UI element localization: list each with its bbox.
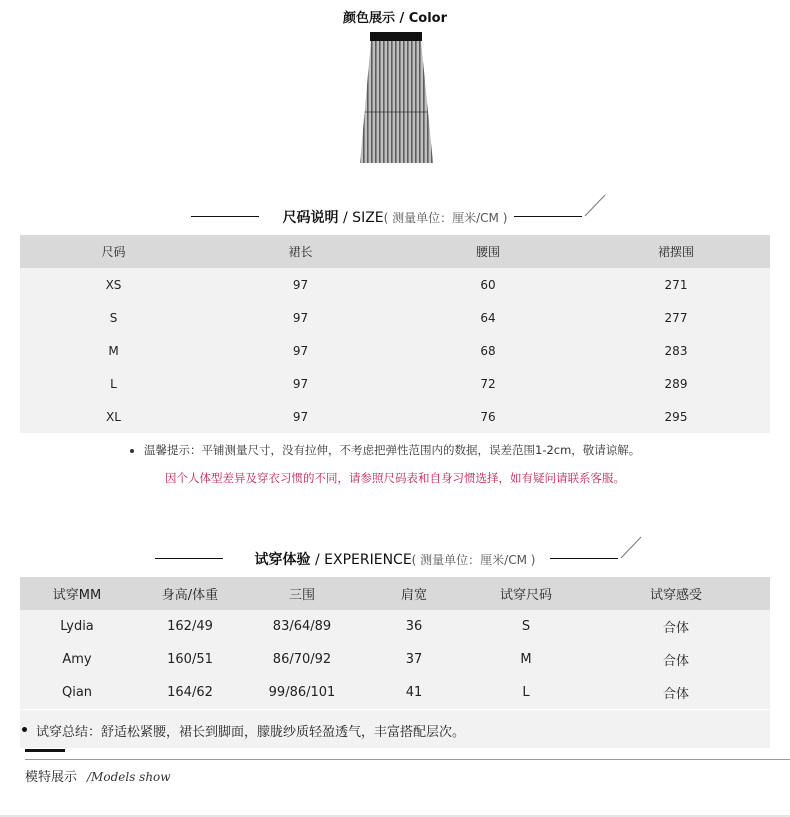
measurements-cell: 86/70/92 bbox=[246, 643, 358, 676]
feeling-cell: 合体 bbox=[582, 643, 770, 676]
models-accent-bar bbox=[25, 749, 65, 752]
length-cell: 97 bbox=[207, 268, 394, 301]
exp-col-feeling: 试穿感受 bbox=[582, 577, 770, 610]
hem-cell: 295 bbox=[582, 400, 770, 433]
table-row bbox=[20, 367, 770, 400]
size-col-hem: 裙摆围 bbox=[582, 235, 770, 268]
size-col-length: 裙长 bbox=[207, 235, 394, 268]
exp-heading-slash-icon bbox=[619, 535, 645, 561]
size-table bbox=[20, 235, 770, 433]
feeling-cell: 合体 bbox=[582, 676, 770, 709]
size-col-size: 尺码 bbox=[20, 235, 207, 268]
length-cell: 97 bbox=[207, 400, 394, 433]
trial-size-cell: L bbox=[470, 676, 582, 709]
table-row bbox=[20, 643, 770, 676]
skirt-color-swatch[interactable] bbox=[355, 32, 437, 167]
waist-cell: 72 bbox=[394, 367, 582, 400]
experience-section-heading bbox=[0, 549, 790, 569]
waist-cell: 68 bbox=[394, 334, 582, 367]
model-cell: Lydia bbox=[20, 610, 134, 643]
size-section-heading bbox=[0, 207, 790, 227]
size-cell: M bbox=[20, 334, 207, 367]
shoulder-cell: 41 bbox=[358, 676, 470, 709]
height-weight-cell: 162/49 bbox=[134, 610, 246, 643]
table-row bbox=[20, 301, 770, 334]
table-row bbox=[20, 400, 770, 433]
length-cell: 97 bbox=[207, 334, 394, 367]
exp-col-trial-size: 试穿尺码 bbox=[470, 577, 582, 610]
hem-cell: 289 bbox=[582, 367, 770, 400]
size-note bbox=[130, 442, 640, 458]
height-weight-cell: 160/51 bbox=[134, 643, 246, 676]
table-row bbox=[20, 676, 770, 709]
models-title-cn: 模特展示 bbox=[25, 770, 78, 785]
trial-size-cell: M bbox=[470, 643, 582, 676]
experience-summary bbox=[20, 710, 770, 748]
exp-heading-right-rule bbox=[550, 558, 618, 559]
model-cell: Qian bbox=[20, 676, 134, 709]
size-cell: S bbox=[20, 301, 207, 334]
exp-col-height-weight: 身高/体重 bbox=[134, 577, 246, 610]
size-heading-rest: / SIZE bbox=[338, 210, 384, 226]
size-cell: XL bbox=[20, 400, 207, 433]
shoulder-cell: 36 bbox=[358, 610, 470, 643]
hem-cell: 277 bbox=[582, 301, 770, 334]
hem-cell: 283 bbox=[582, 334, 770, 367]
size-heading-slash-icon bbox=[583, 193, 609, 219]
models-section-title bbox=[25, 766, 171, 785]
size-col-waist: 腰围 bbox=[394, 235, 582, 268]
length-cell: 97 bbox=[207, 367, 394, 400]
waist-cell: 76 bbox=[394, 400, 582, 433]
table-row bbox=[20, 268, 770, 301]
size-note-text: 温馨提示：平铺测量尺寸，没有拉伸，不考虑把弹性范围内的数据，误差范围1-2cm，敬请谅解。 bbox=[144, 443, 641, 457]
bullet-icon bbox=[22, 727, 27, 732]
size-cell: XS bbox=[20, 268, 207, 301]
hem-cell: 271 bbox=[582, 268, 770, 301]
size-table-header bbox=[20, 235, 770, 268]
exp-col-model: 试穿MM bbox=[20, 577, 134, 610]
models-title-en: /Models show bbox=[87, 770, 171, 784]
experience-summary-text: 试穿总结：舒适松紧腰，裙长到脚面，朦胧纱质轻盈透气，丰富搭配层次。 bbox=[36, 725, 466, 740]
measurements-cell: 99/86/101 bbox=[246, 676, 358, 709]
bullet-icon bbox=[130, 449, 134, 453]
exp-heading-rest: / EXPERIENCE bbox=[310, 552, 412, 568]
color-section-title: 颜色展示 / Color bbox=[342, 11, 448, 26]
waist-cell: 64 bbox=[394, 301, 582, 334]
height-weight-cell: 164/62 bbox=[134, 676, 246, 709]
experience-table-header bbox=[20, 577, 770, 610]
trial-size-cell: S bbox=[470, 610, 582, 643]
waistband bbox=[370, 32, 422, 41]
measurements-cell: 83/64/89 bbox=[246, 610, 358, 643]
size-cell: L bbox=[20, 367, 207, 400]
shoulder-cell: 37 bbox=[358, 643, 470, 676]
table-row bbox=[20, 610, 770, 643]
exp-col-measurements: 三围 bbox=[246, 577, 358, 610]
exp-heading-bold: 试穿体验 bbox=[254, 552, 311, 568]
length-cell: 97 bbox=[207, 301, 394, 334]
table-row bbox=[20, 334, 770, 367]
size-heading-right-rule bbox=[514, 216, 582, 217]
size-unit-note: ( 测量单位：厘米/CM ) bbox=[383, 211, 508, 225]
waist-cell: 60 bbox=[394, 268, 582, 301]
size-warning: 因个人体型差异及穿衣习惯的不同，请参照尺码表和自身习惯选择，如有疑问请联系客服。 bbox=[165, 471, 625, 485]
exp-col-shoulder: 肩宽 bbox=[358, 577, 470, 610]
exp-unit-note: ( 测量单位：厘米/CM ) bbox=[411, 553, 536, 567]
model-cell: Amy bbox=[20, 643, 134, 676]
experience-table bbox=[20, 577, 770, 709]
size-heading-bold: 尺码说明 bbox=[282, 210, 339, 226]
feeling-cell: 合体 bbox=[582, 610, 770, 643]
models-divider bbox=[25, 759, 790, 760]
